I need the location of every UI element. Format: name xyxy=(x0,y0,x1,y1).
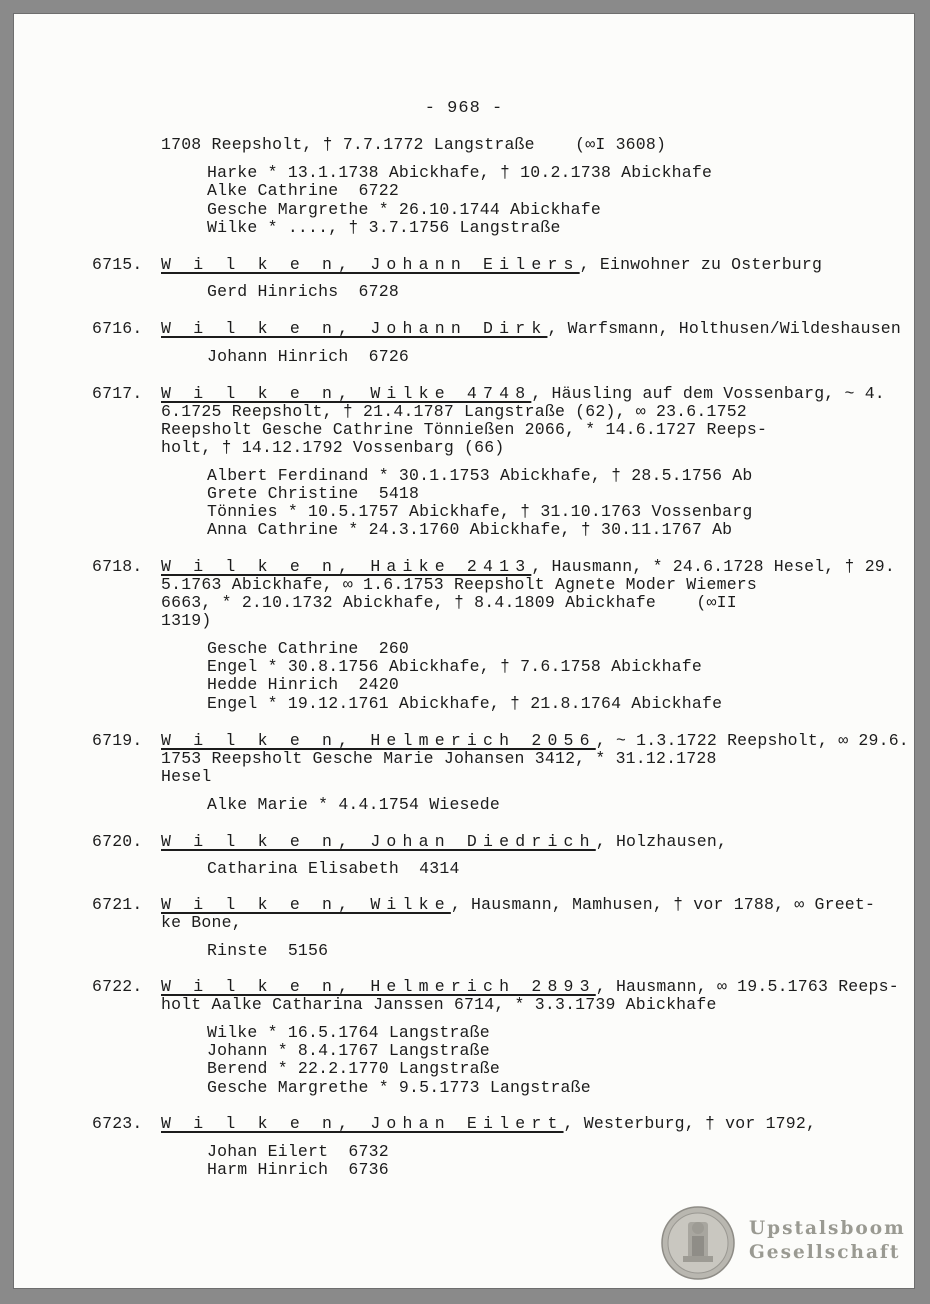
child-line: Harm Hinrich 6736 xyxy=(207,1160,389,1179)
child-line: Johan Eilert 6732 xyxy=(207,1142,389,1161)
child-line: Grete Christine 5418 xyxy=(207,484,420,503)
entry-text: ke Bone, xyxy=(161,913,242,932)
child-line: Wilke * ...., † 3.7.1756 Langstraße xyxy=(207,218,561,237)
entry-text: , Häusling auf dem Vossenbarg, ~ 4. xyxy=(531,384,885,403)
entry-head xyxy=(161,833,727,851)
child-line: Gesche Margrethe * 26.10.1744 Abickhafe xyxy=(207,200,601,219)
entry-number: 6722. xyxy=(92,977,143,996)
entry-text: 6.1725 Reepsholt, † 21.4.1787 Langstraße (62), ∞ 23.6.1752 xyxy=(161,402,747,421)
entry-text: holt, † 14.12.1792 Vossenbarg (66) xyxy=(161,438,505,457)
entry-text: holt Aalke Catharina Janssen 6714, * 3.3.1739 Abickhafe xyxy=(161,995,717,1014)
entry-name: W i l k e n, Wilke xyxy=(161,895,451,914)
seal-logo-icon xyxy=(661,1206,735,1280)
entry-text: , Warfsmann, Holthusen/Wildeshausen xyxy=(547,319,902,338)
child-line: Rinste 5156 xyxy=(207,941,329,960)
entry-head xyxy=(161,256,822,274)
entry-head xyxy=(161,385,885,403)
child-line: Johann * 8.4.1767 Langstraße xyxy=(207,1041,490,1060)
continuation-line: 1708 Reepsholt, † 7.7.1772 Langstraße (∞I 3608) xyxy=(161,135,667,154)
entry-text: 1319) xyxy=(161,611,212,630)
entry-number: 6719. xyxy=(92,731,143,750)
entry-name: W i l k e n, Helmerich 2056 xyxy=(161,731,596,750)
child-line: Catharina Elisabeth 4314 xyxy=(207,859,460,878)
child-line: Albert Ferdinand * 30.1.1753 Abickhafe, † 28.5.1756 Ab xyxy=(207,466,753,485)
entry-number: 6723. xyxy=(92,1114,143,1133)
child-line: Alke Marie * 4.4.1754 Wiesede xyxy=(207,795,500,814)
entry-text: , Hausmann, ∞ 19.5.1763 Reeps- xyxy=(595,977,899,996)
document-page xyxy=(13,13,915,1289)
child-line: Alke Cathrine 6722 xyxy=(207,181,399,200)
child-line: Engel * 19.12.1761 Abickhafe, † 21.8.1764 Abickhafe xyxy=(207,694,723,713)
entry-head xyxy=(161,978,899,996)
child-line: Gerd Hinrichs 6728 xyxy=(207,282,399,301)
child-line: Hedde Hinrich 2420 xyxy=(207,675,399,694)
entry-head xyxy=(161,896,875,914)
child-line: Johann Hinrich 6726 xyxy=(207,347,410,366)
entry-text: , Hausmann, Mamhusen, † vor 1788, ∞ Greet- xyxy=(450,895,876,914)
entry-text: Reepsholt Gesche Cathrine Tönnießen 2066, * 14.6.1727 Reeps- xyxy=(161,420,768,439)
watermark-line2: Gesellschaft xyxy=(749,1242,901,1263)
child-line: Gesche Cathrine 260 xyxy=(207,639,410,658)
entry-name: W i l k e n, Haike 2413 xyxy=(161,557,532,576)
entry-head xyxy=(161,320,901,338)
child-line: Berend * 22.2.1770 Langstraße xyxy=(207,1059,500,1078)
child-line: Engel * 30.8.1756 Abickhafe, † 7.6.1758 Abickhafe xyxy=(207,657,702,676)
entry-text: , Hausmann, * 24.6.1728 Hesel, † 29. xyxy=(531,557,896,576)
child-line: Wilke * 16.5.1764 Langstraße xyxy=(207,1023,490,1042)
entry-name: W i l k e n, Johan Eilert xyxy=(161,1114,564,1133)
entry-text: , Einwohner zu Osterburg xyxy=(579,255,823,274)
entry-text: , Westerburg, † vor 1792, xyxy=(563,1114,817,1133)
watermark-line1: Upstalsboom xyxy=(749,1218,906,1239)
entry-name: W i l k e n, Johann Eilers xyxy=(161,255,580,274)
entry-number: 6721. xyxy=(92,895,143,914)
entry-number: 6716. xyxy=(92,319,143,338)
entry-text: 1753 Reepsholt Gesche Marie Johansen 3412, * 31.12.1728 xyxy=(161,749,717,768)
entry-text: , Holzhausen, xyxy=(595,832,728,851)
child-line: Tönnies * 10.5.1757 Abickhafe, † 31.10.1763 Vossenbarg xyxy=(207,502,753,521)
entry-head xyxy=(161,558,895,576)
watermark-text xyxy=(749,1217,906,1265)
entry-number: 6718. xyxy=(92,557,143,576)
entry-text: 5.1763 Abickhafe, ∞ 1.6.1753 Reepsholt Agnete Moder Wiemers xyxy=(161,575,757,594)
entry-head xyxy=(161,1115,816,1133)
entry-text: , ~ 1.3.1722 Reepsholt, ∞ 29.6. xyxy=(595,731,909,750)
entry-head xyxy=(161,732,909,750)
entry-text: 6663, * 2.10.1732 Abickhafe, † 8.4.1809 Abickhafe (∞II xyxy=(161,593,737,612)
entry-number: 6715. xyxy=(92,255,143,274)
child-line: Harke * 13.1.1738 Abickhafe, † 10.2.1738 Abickhafe xyxy=(207,163,713,182)
entry-text: Hesel xyxy=(161,767,212,786)
page-number: - 968 - xyxy=(424,99,504,118)
entry-name: W i l k e n, Johan Diedrich xyxy=(161,832,596,851)
entry-number: 6720. xyxy=(92,832,143,851)
entry-number: 6717. xyxy=(92,384,143,403)
child-line: Anna Cathrine * 24.3.1760 Abickhafe, † 30.11.1767 Ab xyxy=(207,520,733,539)
entry-name: W i l k e n, Wilke 4748 xyxy=(161,384,532,403)
child-line: Gesche Margrethe * 9.5.1773 Langstraße xyxy=(207,1078,591,1097)
entry-name: W i l k e n, Helmerich 2893 xyxy=(161,977,596,996)
entry-name: W i l k e n, Johann Dirk xyxy=(161,319,548,338)
